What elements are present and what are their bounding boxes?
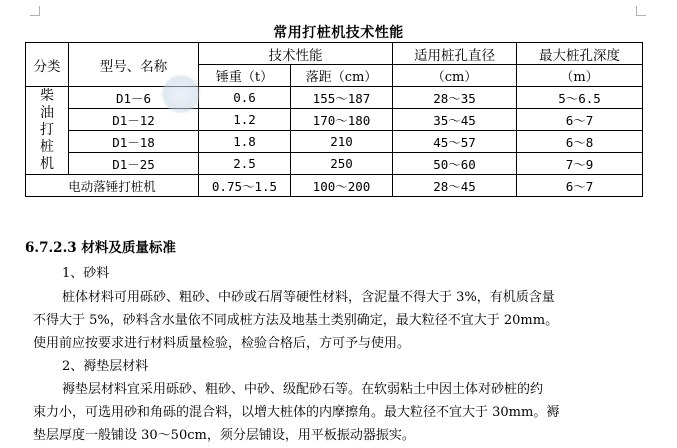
- cell-diameter: 35～45: [393, 109, 517, 131]
- cell-drop: 250: [291, 153, 393, 175]
- cell-depth: 6～7: [517, 175, 643, 197]
- cell-electric-name: 电动落锤打桩机: [26, 175, 199, 197]
- diesel-group-cell: [26, 87, 69, 175]
- cell-diameter: 28～35: [393, 87, 517, 109]
- cell-weight: 0.6: [199, 87, 291, 109]
- table-row: [26, 87, 643, 109]
- cell-model: D1－25: [69, 153, 199, 175]
- cell-depth: 5～6.5: [517, 87, 643, 109]
- cell-weight: 2.5: [199, 153, 291, 175]
- cell-diameter: 45～57: [393, 131, 517, 153]
- table-row: [26, 153, 643, 175]
- cell-model: D1－18: [69, 131, 199, 153]
- header-depth: 最大桩孔深度: [517, 43, 643, 65]
- paragraph-line: 使用前应按要求进行材料质量检验，检验合格后，方可予与使用。: [33, 336, 411, 351]
- diesel-group-label: 柴油打桩机: [40, 88, 54, 172]
- cell-diameter: 28～45: [393, 175, 517, 197]
- header-diameter-unit: （cm）: [393, 65, 517, 87]
- cell-model: D1－6: [69, 87, 199, 109]
- header-depth-unit: （m）: [517, 65, 643, 87]
- paragraph-line: 束力小，可选用砂和角砾的混合料，以增大桩体的内摩擦角。最大粒径不宜大于 30mm。褥: [33, 405, 560, 420]
- watermark-seal: [161, 74, 201, 114]
- cell-diameter: 50～60: [393, 153, 517, 175]
- page-corner-mark-left: [30, 6, 40, 16]
- pile-driver-spec-table: [25, 42, 643, 197]
- cell-drop: 100～200: [291, 175, 393, 197]
- table-row: [26, 131, 643, 153]
- cell-drop: 170～180: [291, 109, 393, 131]
- cushion-heading: 2、褥垫层材料: [62, 359, 149, 374]
- sand-heading: 1、砂料: [62, 266, 110, 281]
- page-corner-mark-right: [636, 6, 646, 16]
- header-category: 分类: [26, 43, 69, 87]
- header-diameter: 适用桩孔直径: [393, 43, 517, 65]
- cell-weight: 1.8: [199, 131, 291, 153]
- paragraph-line: 不得大于 5%，砂料含水量依不同成桩方法及地基土类别确定，最大粒径不宜大于 20mm。: [33, 313, 559, 328]
- cell-weight: 0.75～1.5: [199, 175, 291, 197]
- header-tech: 技术性能: [199, 43, 393, 65]
- cell-drop: 155～187: [291, 87, 393, 109]
- header-model: 型号、名称: [69, 43, 199, 87]
- header-hammer-weight: 锤重（t）: [199, 65, 291, 87]
- paragraph-line: 桩体材料可用砾砂、粗砂、中砂或石屑等硬性材料，含泥量不得大于 3%，有机质含量: [62, 290, 555, 305]
- paragraph-line: 垫层厚度一般铺设 30～50cm，须分层铺设，用平板振动器振实。: [33, 428, 415, 443]
- cell-weight: 1.2: [199, 109, 291, 131]
- table-row: [26, 109, 643, 131]
- cell-depth: 6～7: [517, 109, 643, 131]
- table-row: [26, 175, 643, 197]
- cell-depth: 7～9: [517, 153, 643, 175]
- cell-drop: 210: [291, 131, 393, 153]
- cell-depth: 6～8: [517, 131, 643, 153]
- table-title: 常用打桩机技术性能: [273, 25, 404, 41]
- paragraph-line: 褥垫层材料宜采用砾砂、粗砂、中砂、级配砂石等。在软弱粘土中因土体对砂桩的约: [62, 382, 544, 397]
- section-heading: 6.7.2.3 材料及质量标准: [25, 240, 176, 256]
- cell-model: D1－12: [69, 109, 199, 131]
- header-drop: 落距（cm）: [291, 65, 393, 87]
